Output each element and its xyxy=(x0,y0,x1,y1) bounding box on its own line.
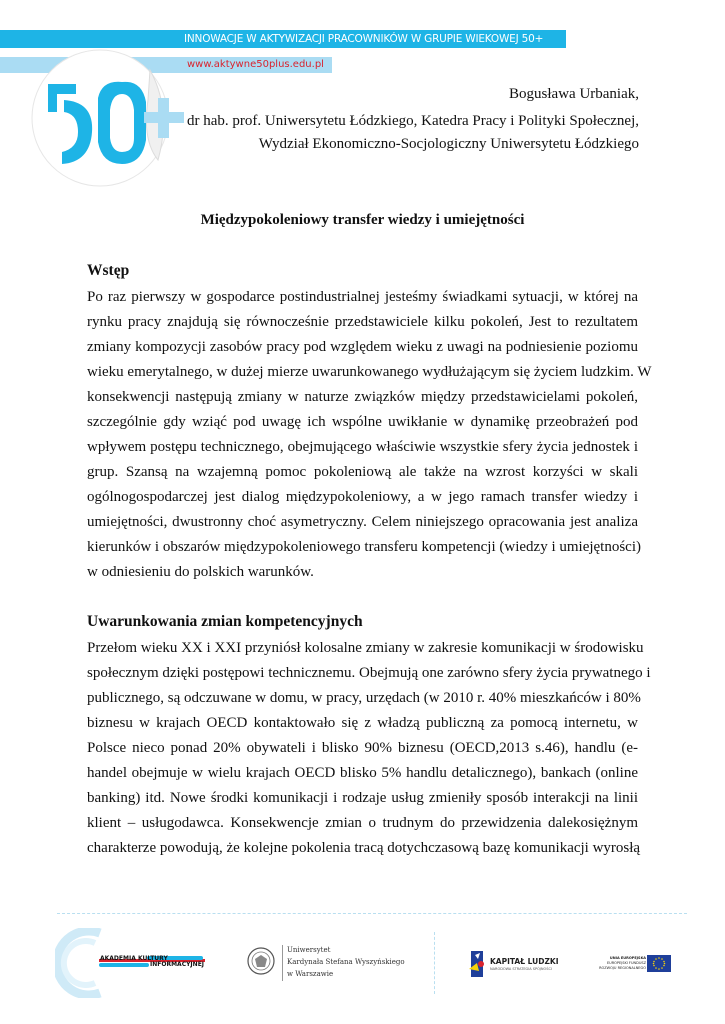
university-name-line2: Kardynała Stefana Wyszyńskiego xyxy=(287,958,405,966)
text-line: ogólnogospodarczej jest dialog międzypokoleniowy, a w jego ramach transfer wiedzy i xyxy=(87,489,638,505)
eu-label-line3: ROZWOJU REGIONALNEGO xyxy=(599,966,646,970)
text-line: wieku emerytalnego, w dużej mierze uwarunkowanego wydłużającym się życiem ludzkim. W xyxy=(87,364,652,380)
university-name-line3: w Warszawie xyxy=(287,970,334,978)
text-line: Przełom wieku XX i XXI przyniósł kolosalne zmiany w zakresie komunikacji w środowisku xyxy=(87,640,644,656)
akademia-name-line2: INFORMACYJNEJ xyxy=(150,961,205,968)
text-line: klient – usługodawca. Konsekwencje zmian o trudnym do przewidzenia dalekosiężnym xyxy=(87,815,638,831)
text-line: wpływem postępu technicznego, obejmującego właściwie wszystkie sfery życia jednostek i xyxy=(87,439,638,455)
fifty-plus-logo-icon xyxy=(30,40,190,190)
text-line: szczególnie gdy wziąć pod uwagę ich wspólne uwikłanie w dynamikę przeobrażeń pod xyxy=(87,414,638,430)
section-heading-competence-conditions: Uwarunkowania zmian kompetencyjnych xyxy=(87,613,363,630)
kapital-ludzki-title: KAPITAŁ LUDZKI xyxy=(490,957,559,966)
text-line: konsekwencji następują zmiany w naturze związków między przedstawicielami pokoleń, xyxy=(87,389,638,405)
akademia-name-line1: AKADEMIA KULTURY xyxy=(100,955,168,962)
footer-vertical-divider xyxy=(434,932,435,994)
text-line: grup. Szansą na wzajemną pomoc pokoleniową ale także na wzrost korzyści w skali xyxy=(87,464,638,480)
university-seal-icon xyxy=(247,947,275,975)
text-line: publicznego, są odczuwane w domu, w pracy, urzędach (w 2010 r. 40% mieszkańców i 80% xyxy=(87,690,641,706)
text-line: w odniesieniu do polskich warunków. xyxy=(87,564,314,580)
text-line: rynku pracy znajdują się równocześnie przedstawiciele kilku pokoleń, Jest to rezultatem xyxy=(87,314,638,330)
footer-divider xyxy=(57,913,687,914)
author-affiliation-1: dr hab. prof. Uniwersytetu Łódzkiego, Katedra Pracy i Polityki Społecznej, xyxy=(187,113,639,129)
eu-label-line2: EUROPEJSKI FUNDUSZ xyxy=(606,961,646,965)
text-line: kierunków i obszarów międzypokoleniowego transferu kompetencji (wiedzy i umiejętności) xyxy=(87,539,642,555)
university-name-line1: Uniwersytet xyxy=(287,946,331,954)
text-line: umiejętności, dwustronny choć asymetryczny. Celem niniejszego opracowania jest analiza xyxy=(87,514,638,530)
eu-label-line1: UNIA EUROPEJSKA xyxy=(609,956,646,960)
text-line: Po raz pierwszy w gospodarce postindustrialnej jesteśmy świadkami sytuacji, w której na xyxy=(87,289,638,305)
competence-conditions-paragraph xyxy=(87,636,651,861)
text-line: handel obejmuje w wielu krajach OECD blisko 5% handlu detalicznego), bankach (online xyxy=(87,765,638,781)
university-separator xyxy=(282,945,283,981)
kapital-ludzki-logo-icon xyxy=(468,951,486,977)
introduction-paragraph xyxy=(87,285,652,585)
document-title: Międzypokoleniowy transfer wiedzy i umiejętności xyxy=(200,212,525,228)
kapital-ludzki-subtitle: NARODOWA STRATEGIA SPÓJNOŚCI xyxy=(490,967,552,971)
text-line: charakterze powodują, że kolejne pokolenia tracą dotychczasową bazę komunikacji wyrosłą xyxy=(87,840,641,856)
eu-flag-icon xyxy=(647,955,671,972)
section-heading-introduction: Wstęp xyxy=(87,262,130,279)
text-line: biznesu w krajach OECD kontaktowało się z władzą publiczną za pomocą internetu, w xyxy=(87,715,638,731)
project-banner-title: INNOWACJE W AKTYWIZACJI PRACOWNIKÓW W GRUPIE WIEKOWEJ 50+ xyxy=(184,33,544,45)
project-url: www.aktywne50plus.edu.pl xyxy=(187,59,324,70)
text-line: Polsce nieco ponad 20% obywateli i blisko 90% biznesu (OECD,2013 s.46), handlu (e- xyxy=(87,740,638,756)
author-name: Bogusława Urbaniak, xyxy=(509,86,639,102)
text-line: zmiany kompozycji zasobów pracy pod względem wieku z uwagi na podniesienie poziomu xyxy=(87,339,638,355)
text-line: społecznym dzięki postępowi technicznemu. Obejmują one zarówno sfery życia prywatnego i xyxy=(87,665,651,681)
text-line: banking) itd. Nowe środki komunikacji i rodzaje usług zmieniły sposób interakcji na linii xyxy=(87,790,638,806)
author-affiliation-2: Wydział Ekonomiczno-Socjologiczny Uniwersytetu Łódzkiego xyxy=(258,136,639,152)
